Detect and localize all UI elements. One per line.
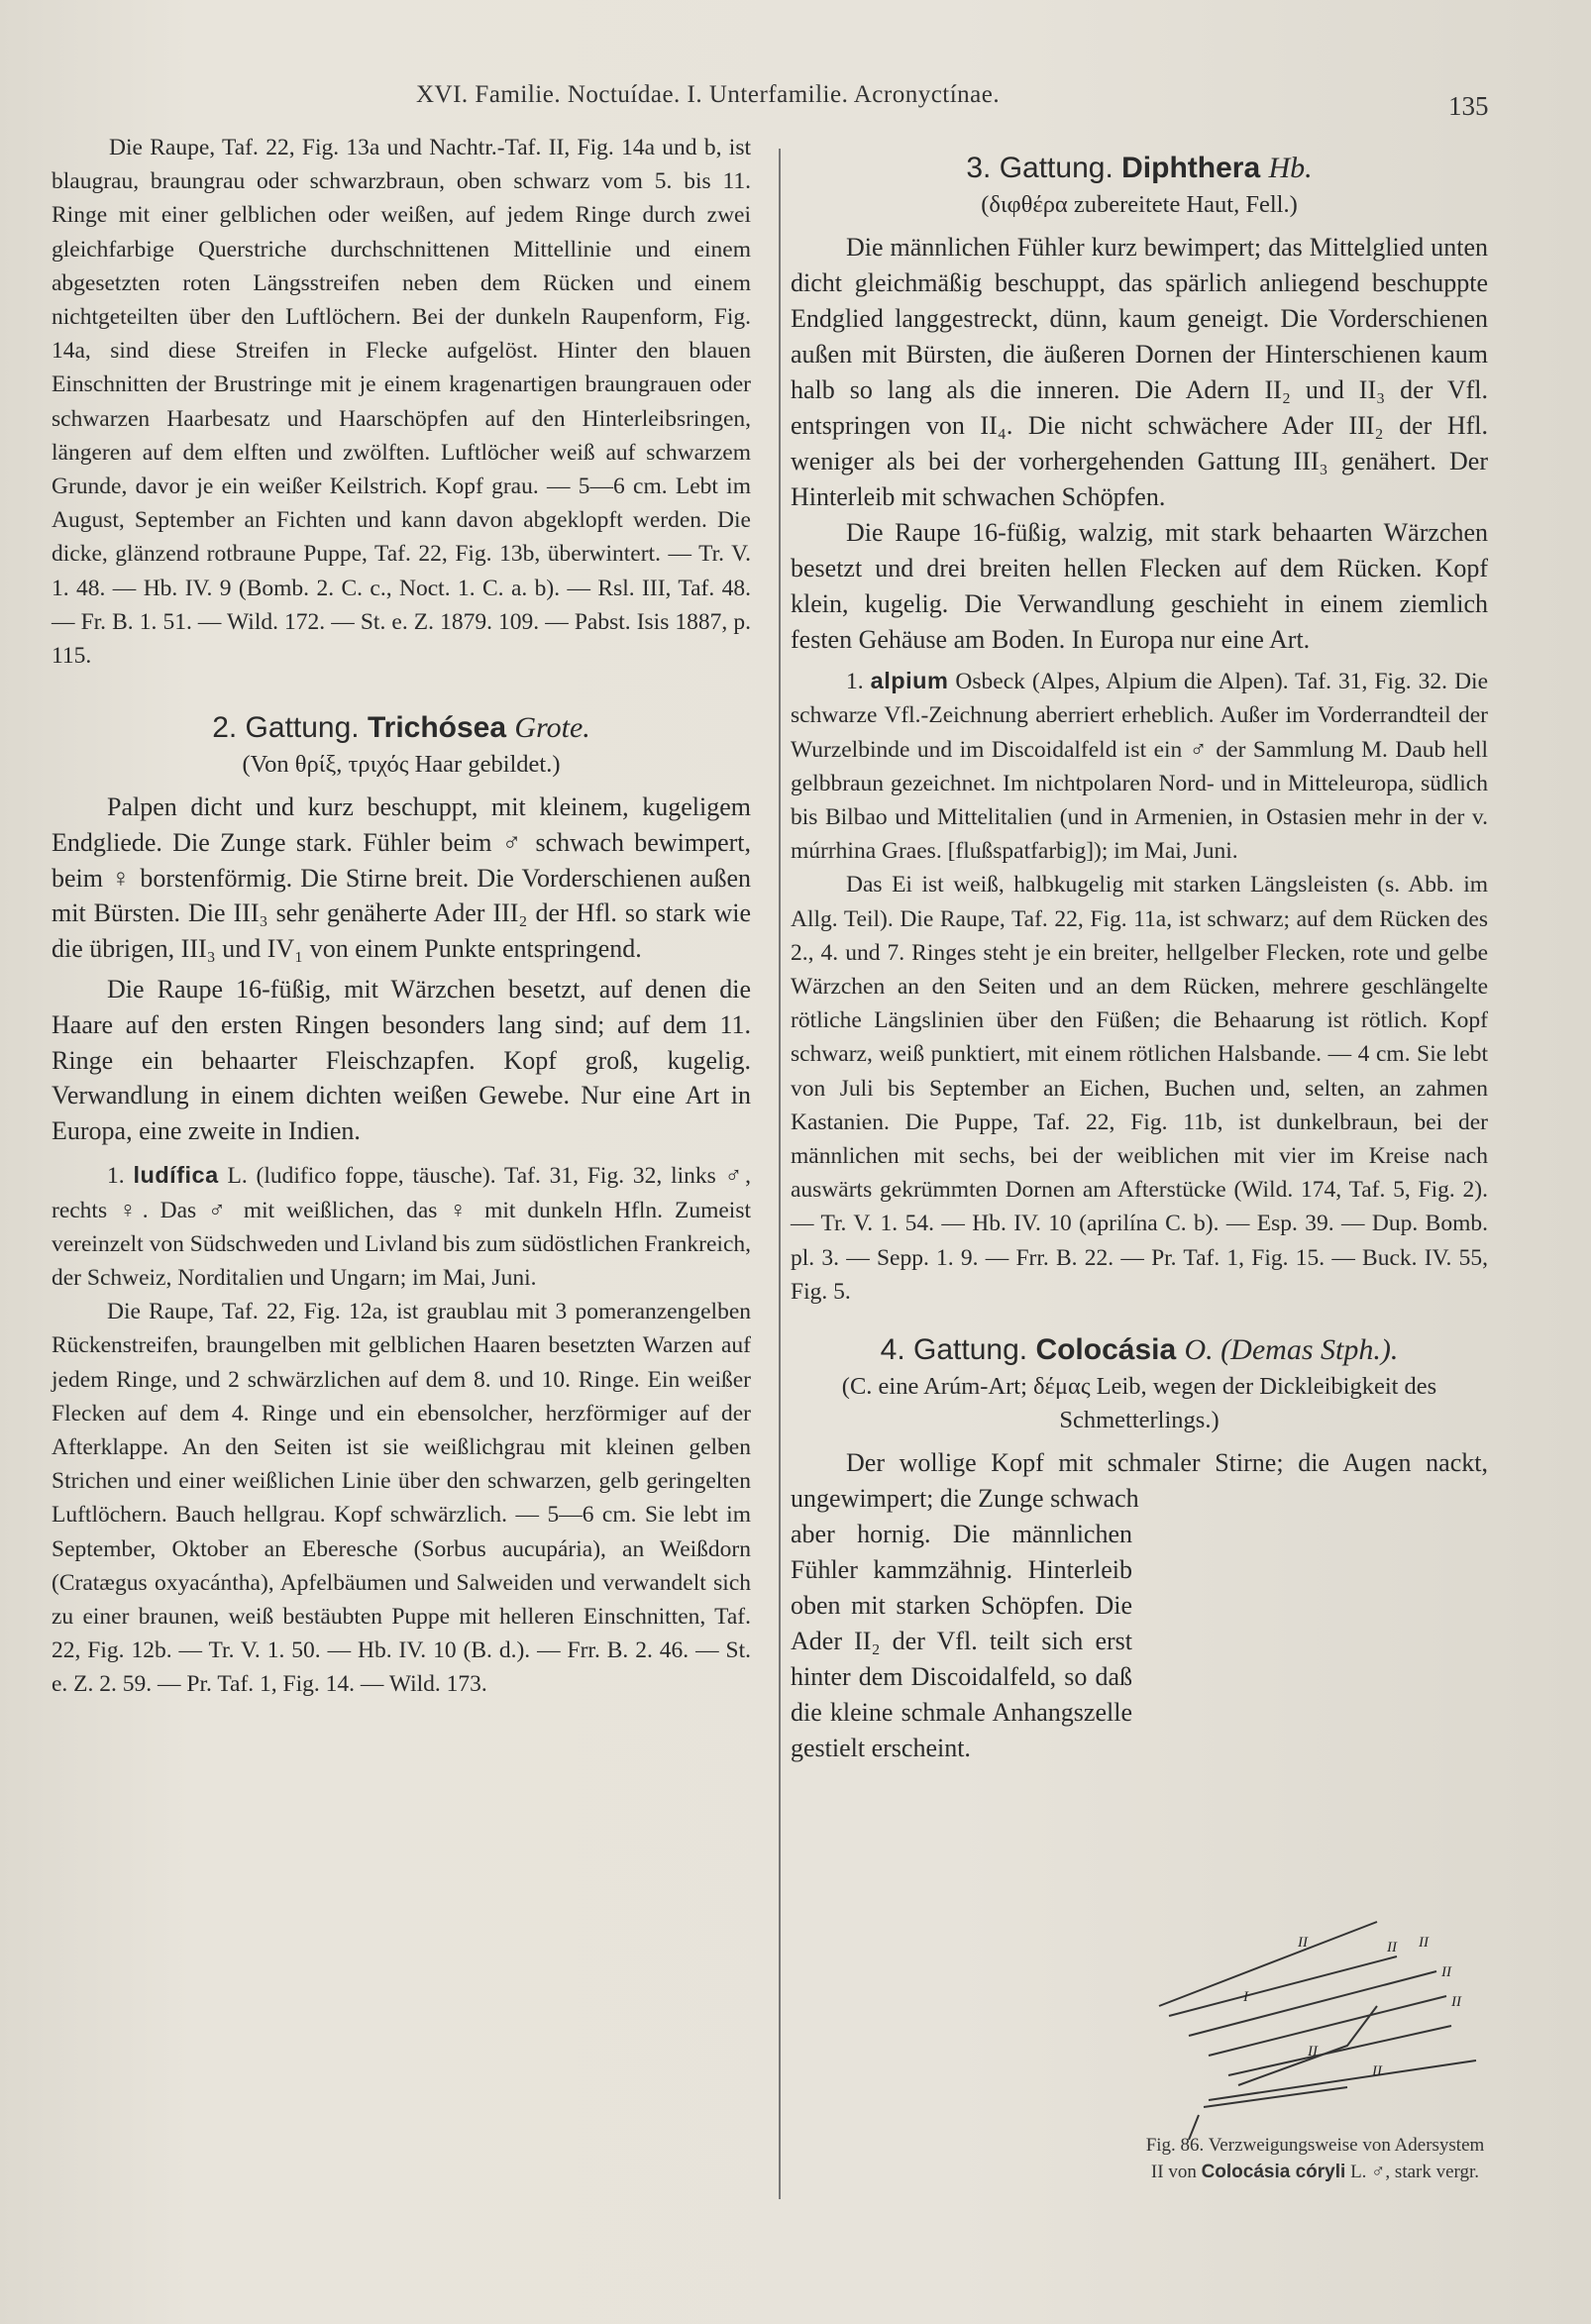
vein-label: I (1243, 1989, 1248, 2005)
paragraph-raupe-intro: Die Raupe, Taf. 22, Fig. 13a und Nachtr.-Taf. II, Fig. 14a und b, ist blaugrau, braungrau oder schwarzbraun, oben schwarz vom 5. bis 11. Ringe mit einer gelblichen oder weißen, auf jedem Ringe durch zwei gleichfarbige Querstriche durchschnittenen Mittellinie und einem abgesetzten roten Längsstreifen neben dem Rücken und einem nichtgeteilten über den Luftlöchern. Bei der dunkeln Raupenform, Fig. 14a, sind diese Streifen in Flecke aufgelöst. Hinter den blauen Einschnitten der Brustringe mit je einem kragenartigen braungrauen oder schwarzen Haarbesatz und Haarschöpfen auf den Hinterleibsringen, längeren auf dem elften und zwölften. Luftlöcher weiß auf schwarzem Grunde, davor je ein weißer Keilstrich. Kopf grau. — 5—6 cm. Lebt im August, September an Fichten und kann davon abgeklopft werden. Die dicke, glänzend rotbraune Puppe, Taf. 22, Fig. 13b, überwintert. — Tr. V. 1. 48. — Hb. IV. 9 (Bomb. 2. C. c., Noct. 1. C. a. b). — Rsl. III, Taf. 48. — Fr. B. 1. 51. — Wild. 172. — St. e. Z. 1879. 109. — Pabst. Isis 1887, p. 115. (52, 135, 751, 670)
vein-label: II (1451, 1994, 1461, 2010)
genus-heading-diphthera (791, 149, 1488, 188)
paragraph-alpium-raupe: Das Ei ist weiß, halbkugelig mit starken Längsleisten (s. Abb. im Allg. Teil). Die Raupe, Taf. 22, Fig. 11a, ist schwarz; auf dem Rücken des 2., 4. und 7. Ringes steht je ein breiter, hellgelber Flecken, rote und gelbe Wärzchen an den Seiten und an dem Rücken, mehrere geschlängelte rötliche Längslinien über den Füßen; die Behaarung ist rötlich. Kopf schwarz, weiß punktiert, mit einem rötlichen Halsbande. — 4 cm. Sie lebt von Juli bis September an Eichen, Buchen und, selten, an zahmen Kastanien. Die Puppe, Taf. 22, Fig. 11b, ist dunkelbraun, bei der männlichen mit sechs, bei der weiblichen mit vier im Kreise nach auswärts gekrümmten Dornen am Afterstücke (Wild. 174, Taf. 5, Fig. 2). — Tr. V. 1. 54. — Hb. IV. 10 (aprilína C. b). — Esp. 39. — Dup. Bomb. pl. 3. — Sepp. 1. 9. — Frr. B. 22. — Pr. Taf. 1, Fig. 15. — Buck. IV. 55, Fig. 5. (791, 872, 1488, 1305)
genus-name: Trichósea (367, 711, 507, 745)
caption-text: Fig. 86. Verzweigungsweise von Adersystem II von (1145, 2135, 1485, 2182)
vein-label: II (1372, 2063, 1382, 2079)
paragraph-raupe-description: Die Raupe 16-füßig, walzig, mit stark behaarten Wärzchen besetzt und drei breiten hellen Flecken auf dem Rücken. Kopf klein, kugelig. Die Verwandlung geschieht in einem ziemlich festen Gehäuse am Boden. In Europa nur eine Art. (791, 518, 1488, 655)
caption-text-end: L. ♂, stark vergr. (1350, 2162, 1480, 2182)
genus-etymology: (διφθέρα zubereitete Haut, Fell.) (981, 191, 1298, 218)
vein-line (1209, 1996, 1446, 2056)
caption-species: Colocásia córyli (1201, 2162, 1346, 2182)
genus-author: O. (Demas Stph.). (1184, 1333, 1399, 1367)
vein-line (1169, 1956, 1397, 2016)
species-text: Osbeck (Alpes, Alpium die Alpen). Taf. 31, Fig. 32. Die schwarze Vfl.-Zeichnung aberriert erheblich. Außer im Vorderrandteil der Wurzelbinde und im Discoidalfeld ist ein ♂ der Sammlung M. Daub hell gelbbraun gezeichnet. Im nichtpolaren Nord- und in Mitteleuropa, südlich bis Bilbao und Mittelitalien (und in Armenien, in Ostasien mehr in der v. múrrhina Graes. [flußspatfarbig]); im Mai, Juni. (791, 669, 1489, 865)
vein-line (1209, 2060, 1476, 2100)
genus-name: Diphthera (1121, 152, 1261, 184)
vein-line (1228, 2026, 1451, 2075)
column-divider (779, 149, 781, 2199)
genus-prefix: 2. Gattung. (212, 711, 360, 745)
genus-prefix: 4. Gattung. (880, 1333, 1028, 1367)
paragraph-genus-description-wrap: aber hornig. Die männlichen Fühler kammzähnig. Hinterleib oben mit starken Schöpfen. Die Ader II₂ der Vfl. teilt sich erst hinter dem Discoidalfeld, so daß die kleine schmale Anhangszelle gestielt erscheint. (791, 1520, 1132, 1763)
left-column (52, 131, 751, 1702)
paragraph-genus-description: Der wollige Kopf mit schmaler Stirne; die Augen nackt, ungewimpert; die Zunge schwach (791, 1448, 1488, 1514)
figure-caption (1139, 2132, 1491, 2185)
genus-etymology: (Von θρίξ, τριχός Haar gebildet.) (242, 751, 561, 779)
vein-line (1159, 1922, 1377, 2006)
running-title: XVI. Familie. Noctuídae. I. Unterfamilie. Acronyctínae. (416, 81, 1001, 108)
species-number: 1. (846, 669, 864, 695)
genus-author: Hb. (1268, 152, 1313, 184)
genus-etymology: (C. eine Arúm-Art; δέμας Leib, wegen der Dickleibigkeit des Schmetterlings.) (841, 1373, 1437, 1434)
vein-label: II (1441, 1964, 1451, 1980)
vein-label: II (1419, 1935, 1429, 1951)
species-entry-ludifica (52, 1158, 751, 1295)
paragraph-raupe-description: Die Raupe 16-füßig, mit Wärzchen besetzt, auf denen die Haare auf den ersten Ringen besonders lang sind; auf dem 11. Ringe ein behaarter Fleischzapfen. Kopf groß, kugelig. Verwandlung in einem dichten weißen Gewebe. Nur eine Art in Europa, eine zweite in Indien. (52, 975, 751, 1145)
vein-label: II (1387, 1940, 1397, 1955)
vein-label: II (1298, 1935, 1308, 1951)
genus-name: Colocásia (1035, 1333, 1177, 1367)
species-text: L. (ludifico foppe, täusche). Taf. 31, Fig. 32, links ♂, rechts ♀. Das ♂ mit weißlichen, das ♀ mit dunkeln Hfln. Zumeist vereinzelt von Südschweden und Livland bis zum südöstlichen Frankreich, der Schweiz, Norditalien und Ungarn; im Mai, Juni. (52, 1163, 752, 1291)
genus-heading-trichosea (52, 708, 751, 748)
species-number: 1. (107, 1163, 125, 1190)
species-name: alpium (870, 668, 949, 694)
genus-author: Grote. (514, 711, 590, 745)
vein-label: II (1308, 2044, 1318, 2060)
species-entry-alpium (791, 664, 1488, 868)
species-name: ludífica (133, 1162, 219, 1189)
right-column (791, 149, 1488, 1766)
paragraph-genus-description: Die männlichen Fühler kurz bewimpert; das Mittelglied unten dicht gleichmäßig beschuppt, das spärlich anliegend beschuppte Endglied langgestreckt, dünn, kaum geneigt. Die Vorderschienen außen mit Bürsten, die äußeren Dornen der Hinterschienen kaum halb so lang als die inneren. Die Adern II₂ und II₃ der Vfl. entspringen von II₄. Die nicht schwächere Ader III₂ der Hfl. weniger als bei der vorhergehenden Gattung III₃ genähert. Der Hinterleib mit schwachen Schöpfen. (791, 233, 1488, 512)
page-number: 135 (1448, 91, 1489, 121)
paragraph-ludifica-raupe: Die Raupe, Taf. 22, Fig. 12a, ist graublau mit 3 pomeranzengelben Rückenstreifen, braungelben mit gelblichen Haaren besetzten Warzen auf jedem Ringe, und 2 schwärzlichen auf dem 8. und 10. Ringe. Ein weißer Flecken auf dem 4. Ringe und ein ebensolcher, herzförmiger auf der Afterklappe. An den Seiten ist sie weißlichgrau mit kleinen gelben Strichen und einer weißlichen Linie über den schwarzen, gelb geringelten Luftlöchern. Bauch hellgrau. Kopf schwärzlich. — 5—6 cm. Sie lebt im September, Oktober an Eberesche (Sorbus aucupária), an Weißdorn (Cratægus oxyacántha), Apfelbäumen und Salweiden und verwandelt sich zu einer braunen, weiß bestäubten Puppe mit helleren Einschnitten, Taf. 22, Fig. 12b. — Tr. V. 1. 50. — Hb. IV. 10 (B. d.). — Frr. B. 2. 46. — St. e. Z. 2. 59. — Pr. Taf. 1, Fig. 14. — Wild. 173. (52, 1299, 751, 1698)
figure-86-vein-diagram (1149, 1917, 1491, 2140)
genus-heading-colocasia (791, 1330, 1488, 1370)
genus-prefix: 3. Gattung. (966, 152, 1114, 184)
paragraph-genus-description: Palpen dicht und kurz beschuppt, mit kleinem, kugeligem Endgliede. Die Zunge stark. Fühler beim ♂ schwach bewimpert, beim ♀ borstenförmig. Die Stirne breit. Die Vorderschienen außen mit Bürsten. Die III₃ sehr genäherte Ader III₂ der Hfl. so stark wie die übrigen, III₃ und IV₁ von einem Punkte entspringend. (52, 792, 751, 963)
